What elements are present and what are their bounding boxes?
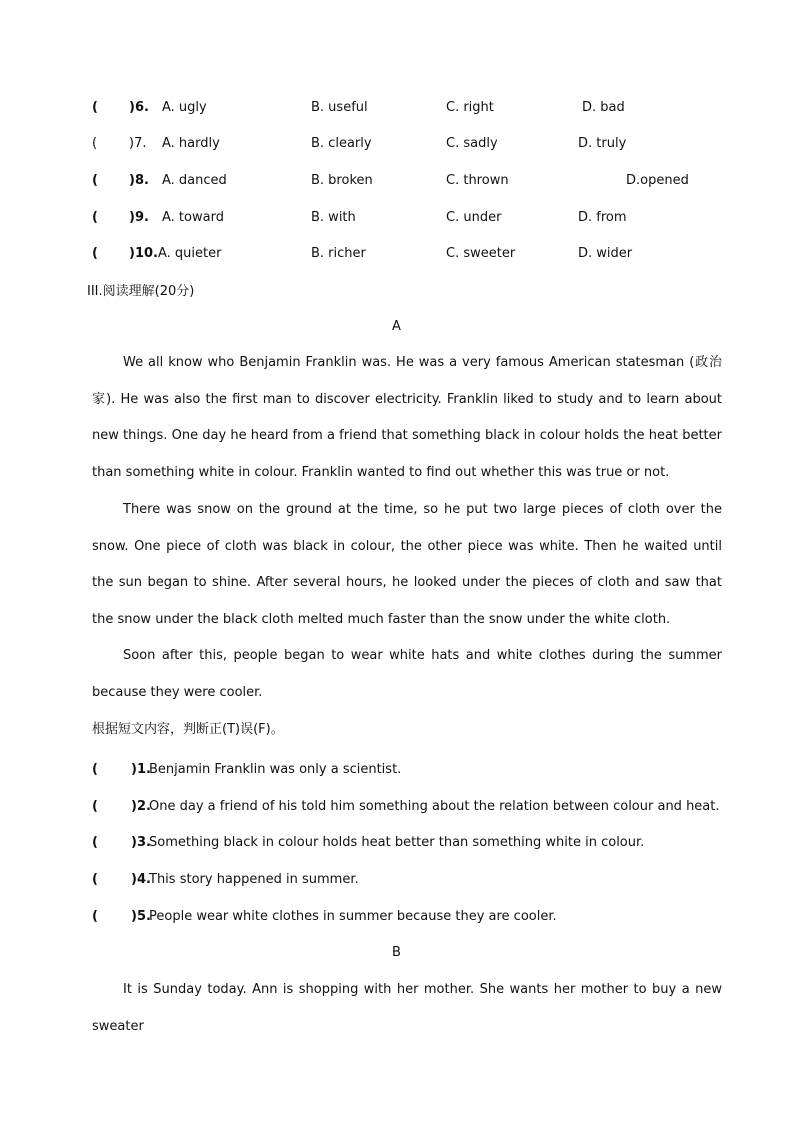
question-text: Benjamin Franklin was only a scientist.: [149, 762, 402, 777]
tf-question-2: [0, 796, 793, 818]
choice-question-8: [0, 170, 793, 192]
answer-blank[interactable]: (: [92, 872, 98, 887]
passage-a-paragraph-2: There was snow on the ground at the time, so he put two large pieces of cloth over the snow. One piece of cloth was black in colour, the other piece was white. Then he waited until the sun began to shine. After several hours, he looked under the pieces of cloth and saw that the snow under the black cloth melted much faster than the snow under the white cloth.: [92, 502, 722, 627]
option-a: A. danced: [162, 173, 227, 188]
option-d: D. wider: [578, 246, 633, 261]
option-a: A. quieter: [158, 246, 222, 261]
passage-a-paragraph-3: Soon after this, people began to wear white hats and white clothes during the summer because they were cooler.: [92, 648, 722, 700]
answer-blank[interactable]: (: [92, 762, 98, 777]
option-b: B. useful: [311, 100, 368, 115]
option-d: D. from: [578, 210, 627, 225]
question-number: )8.: [129, 173, 149, 188]
question-text: People wear white clothes in summer because they are cooler.: [149, 909, 557, 924]
option-d: D. bad: [582, 100, 625, 115]
option-c: C. sweeter: [446, 246, 516, 261]
choice-question-6: [0, 97, 793, 119]
question-number: )1.: [131, 762, 151, 777]
tf-question-1: [0, 759, 793, 781]
answer-blank[interactable]: (: [92, 136, 98, 151]
option-a: A. hardly: [162, 136, 220, 151]
answer-blank[interactable]: (: [92, 173, 98, 188]
option-c: C. right: [446, 100, 494, 115]
question-number: )2.: [131, 799, 151, 814]
choice-question-7: [0, 133, 793, 155]
question-text: Something black in colour holds heat better than something white in colour.: [149, 835, 645, 850]
question-number: )3.: [131, 835, 151, 850]
option-c: C. under: [446, 210, 502, 225]
answer-blank[interactable]: (: [92, 799, 98, 814]
passage-a-paragraph-1: We all know who Benjamin Franklin was. He was a very famous American statesman (政治家). He was also the first man to discover electricity. Franklin liked to study and to learn about new things. One day he heard from a friend that something black in colour holds the heat better than something white in colour. Franklin wanted to find out whether this was true or not.: [92, 355, 722, 480]
question-number: )10.: [129, 246, 158, 261]
option-a: A. toward: [162, 210, 224, 225]
answer-blank[interactable]: (: [92, 246, 98, 261]
option-b: B. richer: [311, 246, 366, 261]
option-c: C. sadly: [446, 136, 498, 151]
option-b: B. clearly: [311, 136, 372, 151]
answer-blank[interactable]: (: [92, 210, 98, 225]
passage-b-paragraph-1: It is Sunday today. Ann is shopping with her mother. She wants her mother to buy a new sweater: [92, 982, 722, 1034]
passage-a-title: A: [392, 319, 401, 334]
choice-question-9: [0, 207, 793, 229]
answer-blank[interactable]: (: [92, 100, 98, 115]
question-number: )5.: [131, 909, 151, 924]
choice-question-10: [0, 243, 793, 265]
question-number: )9.: [129, 210, 149, 225]
question-number: )6.: [129, 100, 149, 115]
question-text: One day a friend of his told him something about the relation between colour and heat.: [149, 799, 720, 814]
option-c: C. thrown: [446, 173, 509, 188]
tf-instruction: 根据短文内容，判断正(T)误(F)。: [92, 722, 284, 737]
passage-b-title: B: [392, 945, 401, 960]
answer-blank[interactable]: (: [92, 835, 98, 850]
answer-blank[interactable]: (: [92, 909, 98, 924]
tf-question-3: [0, 832, 793, 854]
question-number: )4.: [131, 872, 151, 887]
option-b: B. broken: [311, 173, 373, 188]
question-number: )7.: [129, 136, 147, 151]
option-d: D. truly: [578, 136, 627, 151]
tf-question-4: [0, 869, 793, 891]
option-a: A. ugly: [162, 100, 207, 115]
tf-question-5: [0, 906, 793, 928]
option-b: B. with: [311, 210, 356, 225]
section-heading: III.阅读理解(20分): [87, 284, 195, 299]
option-d: D.opened: [626, 173, 689, 188]
question-text: This story happened in summer.: [149, 872, 359, 887]
